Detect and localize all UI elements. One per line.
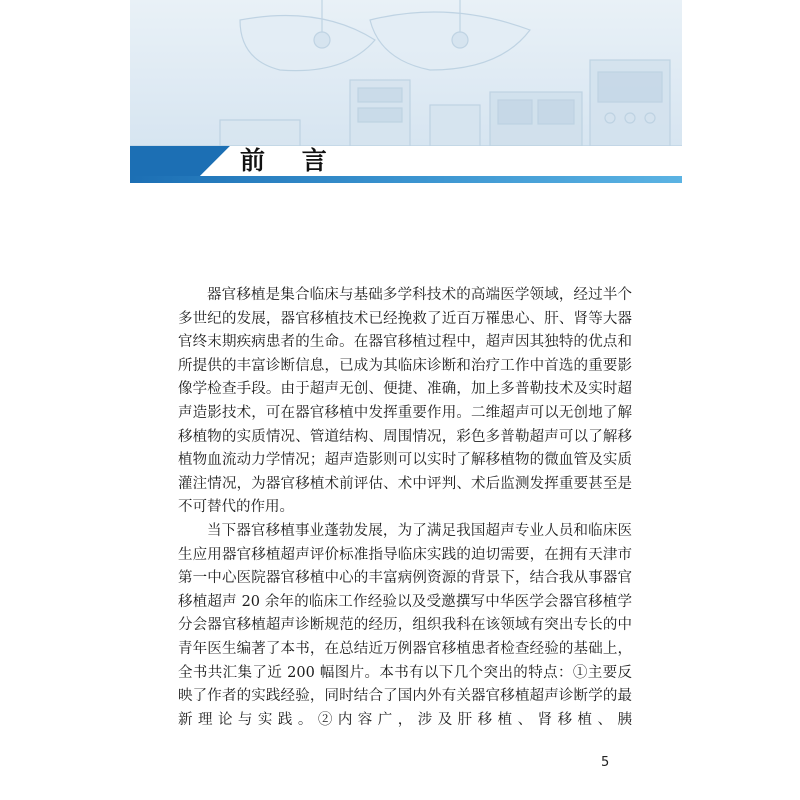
body-text bbox=[178, 284, 632, 732]
page-number: 5 bbox=[601, 755, 610, 770]
title-underline bbox=[130, 176, 682, 183]
paragraph-1: 器官移植是集合临床与基础多学科技术的高端医学领域，经过半个多世纪的发展，器官移植技术已经挽救了近百万罹患心、肝、肾等大器官终末期疾病患者的生命。在器官移植过程中，超声因其独特的优点和所提供的丰富诊断信息，已成为其临床诊断和治疗工作中首选的重要影像学检查手段。由于超声无创、便捷、准确，加上多普勒技术及实时超声造影技术，可在器官移植中发挥重要作用。二维超声可以无创地了解移植物的实质情况、管道结构、周围情况，彩色多普勒超声可以了解移植物血流动力学情况；超声造影则可以实时了解移植物的微血管及实质灌注情况，为器官移植术前评估、术中评判、术后监测发挥重要甚至是不可替代的作用。 bbox=[178, 287, 632, 516]
section-title-bar bbox=[130, 146, 682, 184]
page-title: 前 言 bbox=[240, 146, 341, 175]
paragraph-2: 当下器官移植事业蓬勃发展，为了满足我国超声专业人员和临床医生应用器官移植超声评价标准指导临床实践的迫切需要，在拥有天津市第一中心医院器官移植中心的丰富病例资源的背景下，结合我从事器官移植超声 20 余年的临床工作经验以及受邀撰写中华医学会器官移植学分会器官移植超声诊断规范的经历，组织我科在该领域有突出专长的中青年医生编著了本书，在总结近万例器官移植患者检查经验的基础上，全书共汇集了近 200 幅图片。本书有以下几个突出的特点：①主要反映了作者的实践经验，同时结合了国内外有关器官移植超声诊断学的最新理论与实践。②内容广，涉及肝移植、肾移植、胰 bbox=[178, 522, 632, 728]
book-page bbox=[130, 0, 682, 800]
